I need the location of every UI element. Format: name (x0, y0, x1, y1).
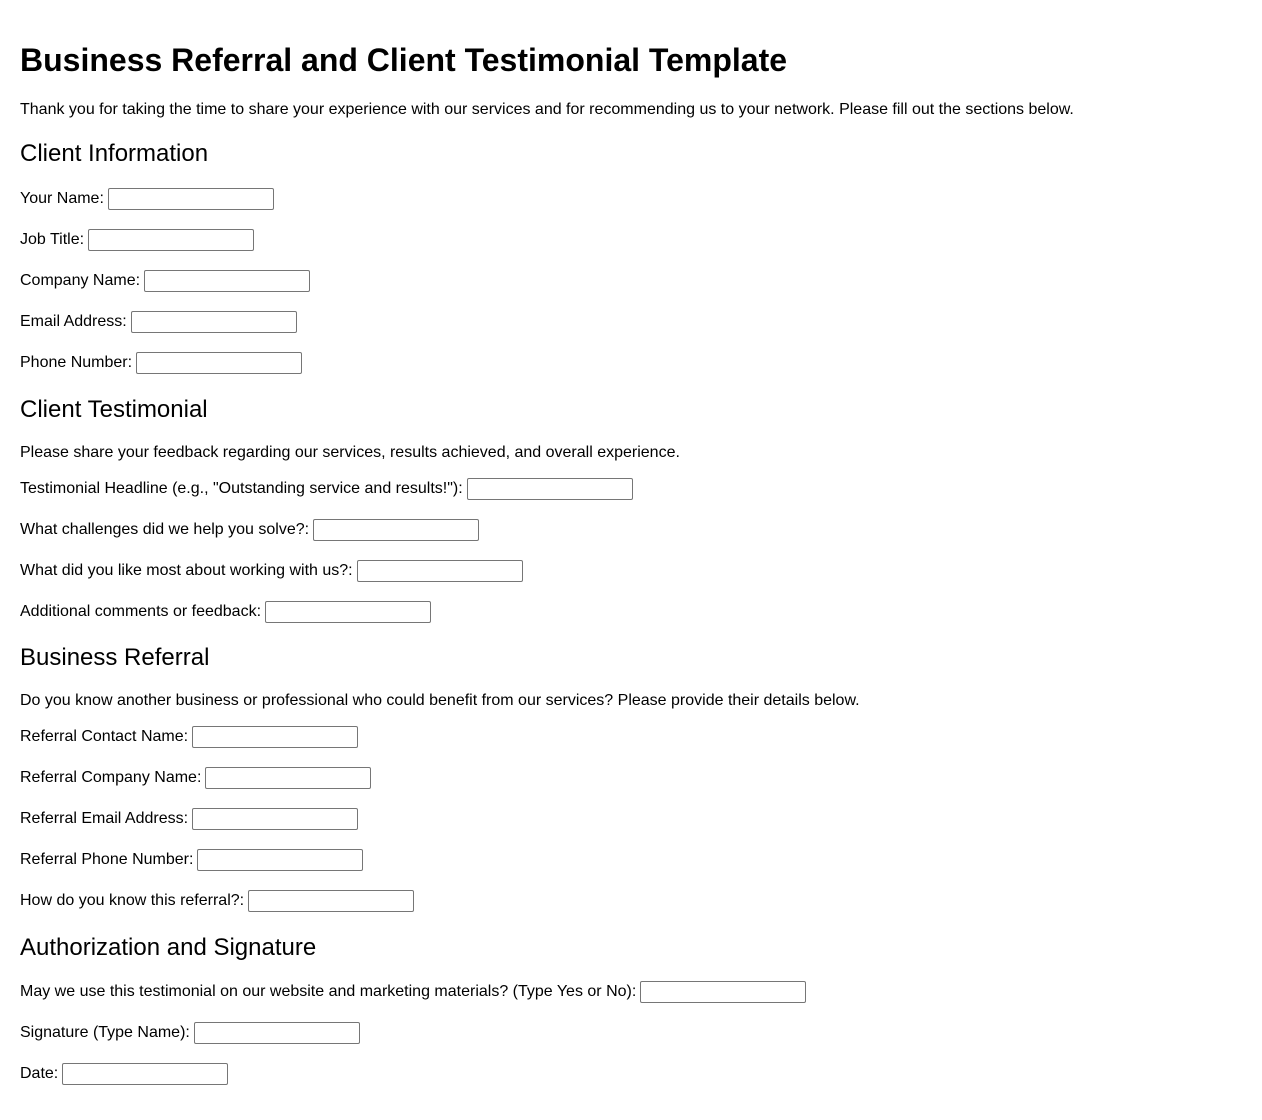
liked-most-label: What did you like most about working with us?: (20, 562, 353, 579)
phone-number-label: Phone Number: (20, 354, 133, 371)
referral-contact-name-label: Referral Contact Name: (20, 728, 189, 745)
field-referral-contact-name (20, 726, 358, 748)
field-job-title (20, 229, 254, 251)
email-address-input[interactable] (131, 311, 297, 333)
referral-phone-input[interactable] (197, 849, 363, 871)
referral-description: Do you know another business or professional who could benefit from our services? Please provide their details below. (20, 692, 860, 709)
field-referral-company-name (20, 767, 371, 789)
referral-company-name-input[interactable] (205, 767, 371, 789)
page-title: Business Referral and Client Testimonial Template (20, 42, 788, 78)
your-name-label: Your Name: (20, 190, 104, 207)
job-title-input[interactable] (88, 229, 254, 251)
additional-comments-input[interactable] (265, 601, 431, 623)
section-heading-client-testimonial: Client Testimonial (20, 396, 208, 423)
testimonial-headline-input[interactable] (467, 478, 633, 500)
date-input[interactable] (62, 1063, 228, 1085)
job-title-label: Job Title: (20, 231, 85, 248)
testimonial-permission-label: May we use this testimonial on our website and marketing materials? (Type Yes or No): (20, 983, 637, 1000)
section-heading-authorization: Authorization and Signature (20, 934, 317, 961)
signature-input[interactable] (194, 1022, 360, 1044)
field-testimonial-permission (20, 981, 806, 1003)
testimonial-description: Please share your feedback regarding our services, results achieved, and overall experience. (20, 444, 680, 461)
field-testimonial-headline (20, 478, 633, 500)
field-company-name (20, 270, 310, 292)
challenges-label: What challenges did we help you solve?: (20, 521, 310, 538)
testimonial-permission-input[interactable] (640, 981, 806, 1003)
field-phone-number (20, 352, 302, 374)
referral-email-input[interactable] (192, 808, 358, 830)
field-your-name (20, 188, 274, 210)
liked-most-input[interactable] (357, 560, 523, 582)
referral-phone-label: Referral Phone Number: (20, 851, 194, 868)
additional-comments-label: Additional comments or feedback: (20, 603, 262, 620)
email-address-label: Email Address: (20, 313, 127, 330)
company-name-label: Company Name: (20, 272, 141, 289)
referral-company-name-label: Referral Company Name: (20, 769, 202, 786)
field-date (20, 1063, 228, 1085)
referral-contact-name-input[interactable] (192, 726, 358, 748)
phone-number-input[interactable] (136, 352, 302, 374)
field-referral-email (20, 808, 358, 830)
date-label: Date: (20, 1065, 59, 1082)
field-email-address (20, 311, 297, 333)
field-signature (20, 1022, 360, 1044)
challenges-input[interactable] (313, 519, 479, 541)
field-challenges (20, 519, 479, 541)
referral-email-label: Referral Email Address: (20, 810, 189, 827)
your-name-input[interactable] (108, 188, 274, 210)
intro-text: Thank you for taking the time to share your experience with our services and for recommending us to your network. Please fill out the sections below. (20, 101, 1074, 118)
section-heading-client-information: Client Information (20, 140, 209, 167)
company-name-input[interactable] (144, 270, 310, 292)
referral-relationship-input[interactable] (248, 890, 414, 912)
field-liked-most (20, 560, 523, 582)
field-additional-comments (20, 601, 431, 623)
section-heading-business-referral: Business Referral (20, 644, 210, 671)
referral-relationship-label: How do you know this referral?: (20, 892, 245, 909)
testimonial-headline-label: Testimonial Headline (e.g., "Outstanding service and results!"): (20, 480, 463, 497)
signature-label: Signature (Type Name): (20, 1024, 190, 1041)
field-referral-relationship (20, 890, 414, 912)
field-referral-phone (20, 849, 363, 871)
